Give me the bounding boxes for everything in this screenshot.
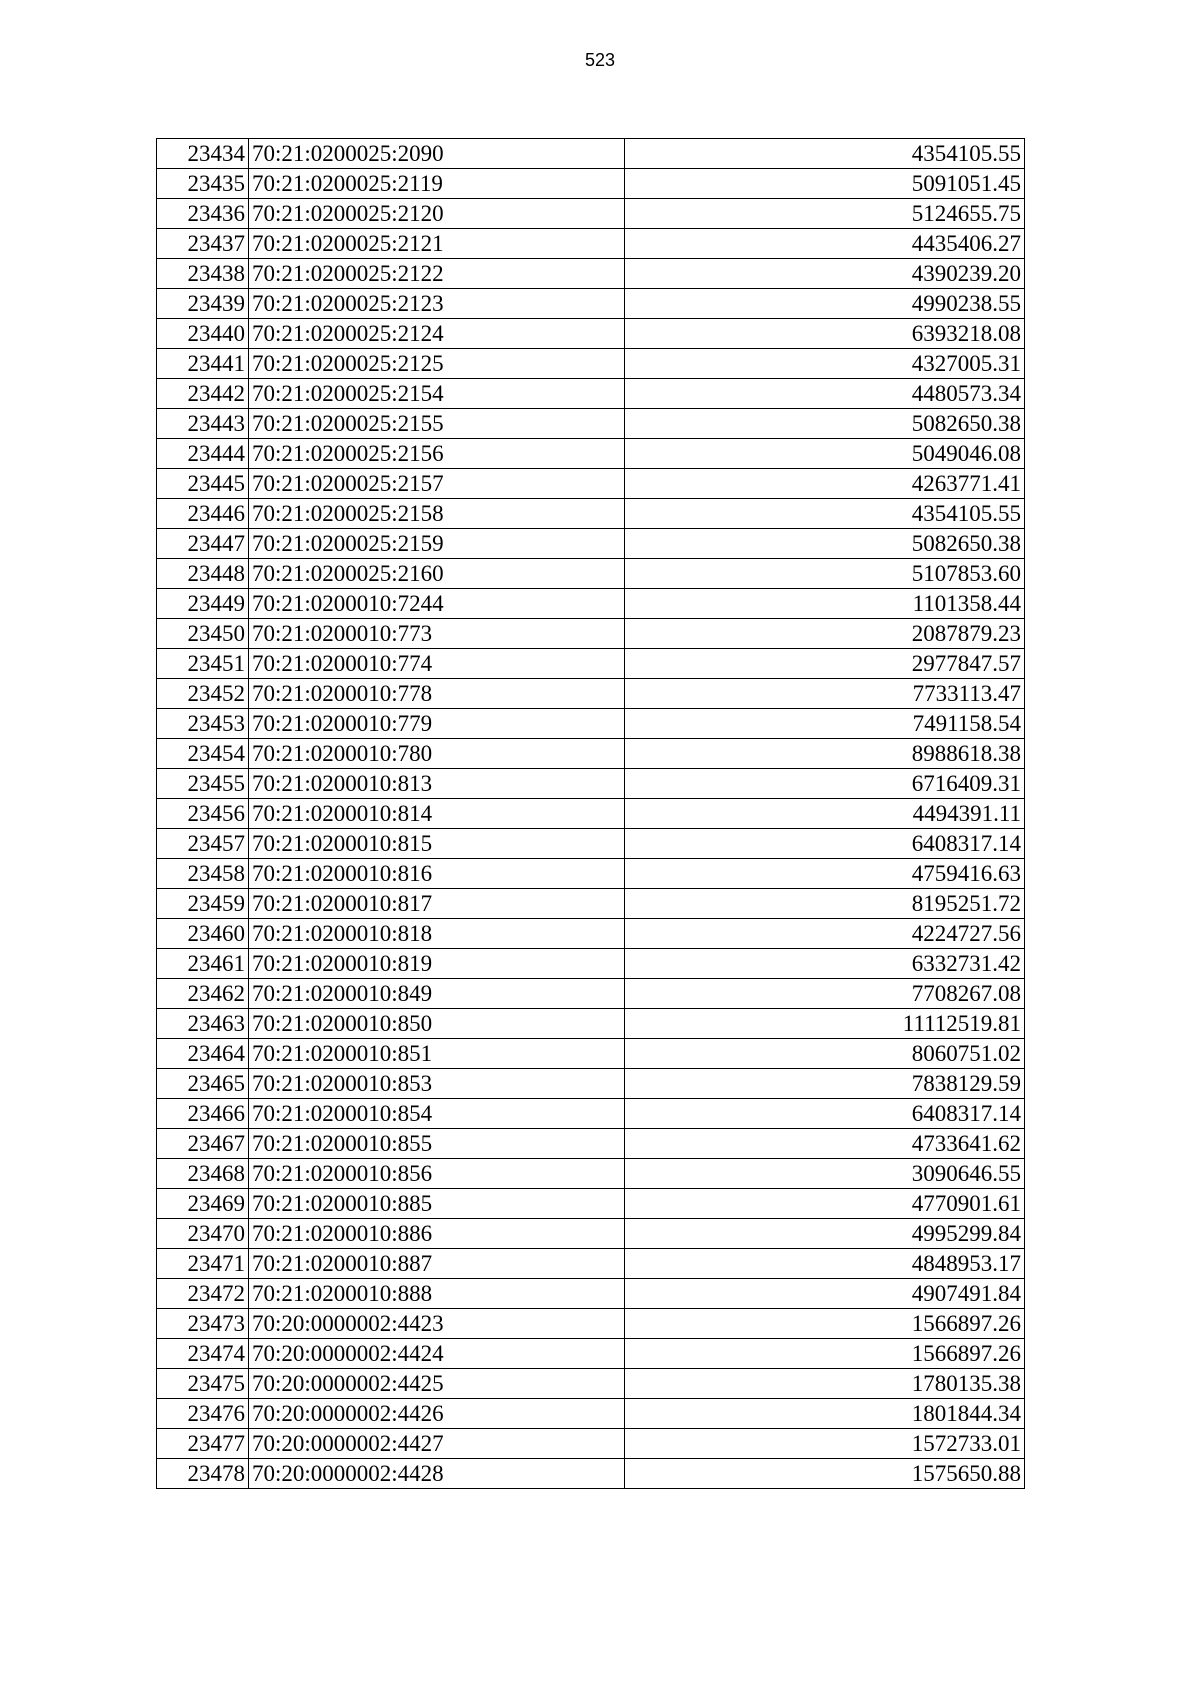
row-number-cell: 23464 bbox=[157, 1039, 249, 1069]
cadastral-value-cell: 1780135.38 bbox=[625, 1369, 1025, 1399]
table-row bbox=[157, 889, 1025, 919]
cadastral-value-cell: 7491158.54 bbox=[625, 709, 1025, 739]
row-number-cell: 23466 bbox=[157, 1099, 249, 1129]
cadastral-value-cell: 4995299.84 bbox=[625, 1219, 1025, 1249]
table-row bbox=[157, 1129, 1025, 1159]
cadastral-value-cell: 5082650.38 bbox=[625, 529, 1025, 559]
cadastral-number-cell: 70:21:0200010:888 bbox=[249, 1279, 625, 1309]
cadastral-value-cell: 6393218.08 bbox=[625, 319, 1025, 349]
cadastral-number-cell: 70:21:0200010:814 bbox=[249, 799, 625, 829]
table-row bbox=[157, 469, 1025, 499]
cadastral-value-cell: 8060751.02 bbox=[625, 1039, 1025, 1069]
table-row bbox=[157, 1309, 1025, 1339]
cadastral-value-cell: 3090646.55 bbox=[625, 1159, 1025, 1189]
cadastral-number-cell: 70:21:0200010:818 bbox=[249, 919, 625, 949]
row-number-cell: 23461 bbox=[157, 949, 249, 979]
table-row bbox=[157, 649, 1025, 679]
cadastral-number-cell: 70:21:0200025:2157 bbox=[249, 469, 625, 499]
table-row bbox=[157, 1339, 1025, 1369]
cadastral-number-cell: 70:21:0200025:2155 bbox=[249, 409, 625, 439]
cadastral-number-cell: 70:21:0200010:854 bbox=[249, 1099, 625, 1129]
cadastral-number-cell: 70:21:0200010:885 bbox=[249, 1189, 625, 1219]
row-number-cell: 23468 bbox=[157, 1159, 249, 1189]
cadastral-number-cell: 70:21:0200010:816 bbox=[249, 859, 625, 889]
cadastral-number-cell: 70:21:0200025:2160 bbox=[249, 559, 625, 589]
cadastral-value-table bbox=[156, 138, 1025, 1489]
cadastral-number-cell: 70:21:0200010:855 bbox=[249, 1129, 625, 1159]
row-number-cell: 23475 bbox=[157, 1369, 249, 1399]
cadastral-value-cell: 6408317.14 bbox=[625, 829, 1025, 859]
cadastral-value-cell: 4263771.41 bbox=[625, 469, 1025, 499]
cadastral-number-cell: 70:21:0200025:2123 bbox=[249, 289, 625, 319]
row-number-cell: 23463 bbox=[157, 1009, 249, 1039]
cadastral-value-cell: 6408317.14 bbox=[625, 1099, 1025, 1129]
cadastral-value-cell: 4390239.20 bbox=[625, 259, 1025, 289]
cadastral-value-cell: 7838129.59 bbox=[625, 1069, 1025, 1099]
table-row bbox=[157, 679, 1025, 709]
cadastral-value-cell: 7733113.47 bbox=[625, 679, 1025, 709]
cadastral-value-cell: 6716409.31 bbox=[625, 769, 1025, 799]
table-row bbox=[157, 349, 1025, 379]
table-row bbox=[157, 139, 1025, 169]
table-row bbox=[157, 799, 1025, 829]
row-number-cell: 23443 bbox=[157, 409, 249, 439]
cadastral-value-cell: 4354105.55 bbox=[625, 139, 1025, 169]
row-number-cell: 23449 bbox=[157, 589, 249, 619]
table-row bbox=[157, 1279, 1025, 1309]
cadastral-value-cell: 5091051.45 bbox=[625, 169, 1025, 199]
cadastral-value-cell: 8988618.38 bbox=[625, 739, 1025, 769]
cadastral-value-cell: 4759416.63 bbox=[625, 859, 1025, 889]
row-number-cell: 23438 bbox=[157, 259, 249, 289]
table-row bbox=[157, 1189, 1025, 1219]
row-number-cell: 23448 bbox=[157, 559, 249, 589]
cadastral-number-cell: 70:21:0200025:2124 bbox=[249, 319, 625, 349]
cadastral-value-cell: 8195251.72 bbox=[625, 889, 1025, 919]
cadastral-number-cell: 70:21:0200025:2122 bbox=[249, 259, 625, 289]
cadastral-number-cell: 70:21:0200010:851 bbox=[249, 1039, 625, 1069]
row-number-cell: 23470 bbox=[157, 1219, 249, 1249]
table-row bbox=[157, 409, 1025, 439]
cadastral-value-cell: 5124655.75 bbox=[625, 199, 1025, 229]
row-number-cell: 23454 bbox=[157, 739, 249, 769]
table-row bbox=[157, 709, 1025, 739]
cadastral-number-cell: 70:21:0200010:773 bbox=[249, 619, 625, 649]
table-row bbox=[157, 379, 1025, 409]
cadastral-number-cell: 70:21:0200010:853 bbox=[249, 1069, 625, 1099]
cadastral-value-cell: 4990238.55 bbox=[625, 289, 1025, 319]
table-row bbox=[157, 169, 1025, 199]
table-row bbox=[157, 949, 1025, 979]
table-row bbox=[157, 439, 1025, 469]
row-number-cell: 23444 bbox=[157, 439, 249, 469]
cadastral-value-cell: 4435406.27 bbox=[625, 229, 1025, 259]
row-number-cell: 23456 bbox=[157, 799, 249, 829]
row-number-cell: 23453 bbox=[157, 709, 249, 739]
cadastral-number-cell: 70:21:0200010:779 bbox=[249, 709, 625, 739]
row-number-cell: 23434 bbox=[157, 139, 249, 169]
table-row bbox=[157, 319, 1025, 349]
cadastral-number-cell: 70:20:0000002:4423 bbox=[249, 1309, 625, 1339]
cadastral-number-cell: 70:21:0200010:813 bbox=[249, 769, 625, 799]
row-number-cell: 23473 bbox=[157, 1309, 249, 1339]
cadastral-number-cell: 70:21:0200010:856 bbox=[249, 1159, 625, 1189]
page-number: 523 bbox=[584, 50, 616, 70]
row-number-cell: 23435 bbox=[157, 169, 249, 199]
row-number-cell: 23450 bbox=[157, 619, 249, 649]
table-row bbox=[157, 499, 1025, 529]
cadastral-value-cell: 4907491.84 bbox=[625, 1279, 1025, 1309]
row-number-cell: 23439 bbox=[157, 289, 249, 319]
table-body bbox=[157, 139, 1025, 1489]
table-row bbox=[157, 829, 1025, 859]
row-number-cell: 23469 bbox=[157, 1189, 249, 1219]
row-number-cell: 23476 bbox=[157, 1399, 249, 1429]
cadastral-number-cell: 70:20:0000002:4427 bbox=[249, 1429, 625, 1459]
row-number-cell: 23446 bbox=[157, 499, 249, 529]
row-number-cell: 23471 bbox=[157, 1249, 249, 1279]
row-number-cell: 23441 bbox=[157, 349, 249, 379]
cadastral-value-cell: 5049046.08 bbox=[625, 439, 1025, 469]
table-row bbox=[157, 1159, 1025, 1189]
table-row bbox=[157, 1039, 1025, 1069]
cadastral-value-cell: 5107853.60 bbox=[625, 559, 1025, 589]
cadastral-number-cell: 70:21:0200025:2125 bbox=[249, 349, 625, 379]
cadastral-value-cell: 1566897.26 bbox=[625, 1339, 1025, 1369]
cadastral-value-cell: 2977847.57 bbox=[625, 649, 1025, 679]
cadastral-number-cell: 70:21:0200010:774 bbox=[249, 649, 625, 679]
row-number-cell: 23452 bbox=[157, 679, 249, 709]
row-number-cell: 23436 bbox=[157, 199, 249, 229]
row-number-cell: 23474 bbox=[157, 1339, 249, 1369]
cadastral-number-cell: 70:21:0200025:2120 bbox=[249, 199, 625, 229]
cadastral-number-cell: 70:20:0000002:4425 bbox=[249, 1369, 625, 1399]
cadastral-number-cell: 70:21:0200025:2159 bbox=[249, 529, 625, 559]
table-row bbox=[157, 529, 1025, 559]
table-row bbox=[157, 1249, 1025, 1279]
row-number-cell: 23440 bbox=[157, 319, 249, 349]
cadastral-number-cell: 70:21:0200025:2121 bbox=[249, 229, 625, 259]
table-row bbox=[157, 979, 1025, 1009]
cadastral-number-cell: 70:21:0200010:887 bbox=[249, 1249, 625, 1279]
row-number-cell: 23460 bbox=[157, 919, 249, 949]
row-number-cell: 23467 bbox=[157, 1129, 249, 1159]
cadastral-number-cell: 70:21:0200010:850 bbox=[249, 1009, 625, 1039]
table-row bbox=[157, 1399, 1025, 1429]
cadastral-number-cell: 70:21:0200025:2090 bbox=[249, 139, 625, 169]
cadastral-value-cell: 4354105.55 bbox=[625, 499, 1025, 529]
row-number-cell: 23478 bbox=[157, 1459, 249, 1489]
cadastral-number-cell: 70:21:0200010:778 bbox=[249, 679, 625, 709]
cadastral-value-cell: 1575650.88 bbox=[625, 1459, 1025, 1489]
cadastral-value-cell: 2087879.23 bbox=[625, 619, 1025, 649]
table-row bbox=[157, 289, 1025, 319]
cadastral-value-cell: 11112519.81 bbox=[625, 1009, 1025, 1039]
row-number-cell: 23447 bbox=[157, 529, 249, 559]
table-row bbox=[157, 1009, 1025, 1039]
cadastral-value-cell: 4770901.61 bbox=[625, 1189, 1025, 1219]
row-number-cell: 23437 bbox=[157, 229, 249, 259]
cadastral-value-cell: 4480573.34 bbox=[625, 379, 1025, 409]
cadastral-value-cell: 1801844.34 bbox=[625, 1399, 1025, 1429]
table-row bbox=[157, 229, 1025, 259]
cadastral-number-cell: 70:21:0200010:819 bbox=[249, 949, 625, 979]
cadastral-number-cell: 70:20:0000002:4424 bbox=[249, 1339, 625, 1369]
cadastral-number-cell: 70:21:0200010:817 bbox=[249, 889, 625, 919]
cadastral-value-cell: 4224727.56 bbox=[625, 919, 1025, 949]
cadastral-value-cell: 4494391.11 bbox=[625, 799, 1025, 829]
cadastral-number-cell: 70:21:0200025:2154 bbox=[249, 379, 625, 409]
table-row bbox=[157, 769, 1025, 799]
table-row bbox=[157, 1219, 1025, 1249]
table-row bbox=[157, 619, 1025, 649]
table-row bbox=[157, 1099, 1025, 1129]
cadastral-number-cell: 70:21:0200025:2158 bbox=[249, 499, 625, 529]
table-row bbox=[157, 859, 1025, 889]
cadastral-number-cell: 70:21:0200010:780 bbox=[249, 739, 625, 769]
cadastral-number-cell: 70:20:0000002:4426 bbox=[249, 1399, 625, 1429]
row-number-cell: 23451 bbox=[157, 649, 249, 679]
cadastral-number-cell: 70:21:0200010:7244 bbox=[249, 589, 625, 619]
row-number-cell: 23459 bbox=[157, 889, 249, 919]
cadastral-value-cell: 4327005.31 bbox=[625, 349, 1025, 379]
cadastral-number-cell: 70:21:0200025:2156 bbox=[249, 439, 625, 469]
row-number-cell: 23465 bbox=[157, 1069, 249, 1099]
row-number-cell: 23457 bbox=[157, 829, 249, 859]
table-row bbox=[157, 259, 1025, 289]
cadastral-value-cell: 1566897.26 bbox=[625, 1309, 1025, 1339]
row-number-cell: 23445 bbox=[157, 469, 249, 499]
cadastral-value-cell: 1101358.44 bbox=[625, 589, 1025, 619]
table-row bbox=[157, 589, 1025, 619]
cadastral-number-cell: 70:21:0200010:849 bbox=[249, 979, 625, 1009]
cadastral-number-cell: 70:21:0200010:886 bbox=[249, 1219, 625, 1249]
table-row bbox=[157, 1429, 1025, 1459]
row-number-cell: 23442 bbox=[157, 379, 249, 409]
table-row bbox=[157, 559, 1025, 589]
table-row bbox=[157, 739, 1025, 769]
table-row bbox=[157, 1369, 1025, 1399]
table-row bbox=[157, 919, 1025, 949]
row-number-cell: 23472 bbox=[157, 1279, 249, 1309]
cadastral-value-cell: 4733641.62 bbox=[625, 1129, 1025, 1159]
table-row bbox=[157, 1459, 1025, 1489]
cadastral-value-cell: 5082650.38 bbox=[625, 409, 1025, 439]
cadastral-value-cell: 7708267.08 bbox=[625, 979, 1025, 1009]
cadastral-number-cell: 70:21:0200010:815 bbox=[249, 829, 625, 859]
row-number-cell: 23462 bbox=[157, 979, 249, 1009]
cadastral-value-cell: 4848953.17 bbox=[625, 1249, 1025, 1279]
cadastral-value-cell: 6332731.42 bbox=[625, 949, 1025, 979]
cadastral-number-cell: 70:20:0000002:4428 bbox=[249, 1459, 625, 1489]
table-row bbox=[157, 199, 1025, 229]
row-number-cell: 23477 bbox=[157, 1429, 249, 1459]
row-number-cell: 23455 bbox=[157, 769, 249, 799]
cadastral-value-cell: 1572733.01 bbox=[625, 1429, 1025, 1459]
row-number-cell: 23458 bbox=[157, 859, 249, 889]
table-row bbox=[157, 1069, 1025, 1099]
cadastral-number-cell: 70:21:0200025:2119 bbox=[249, 169, 625, 199]
